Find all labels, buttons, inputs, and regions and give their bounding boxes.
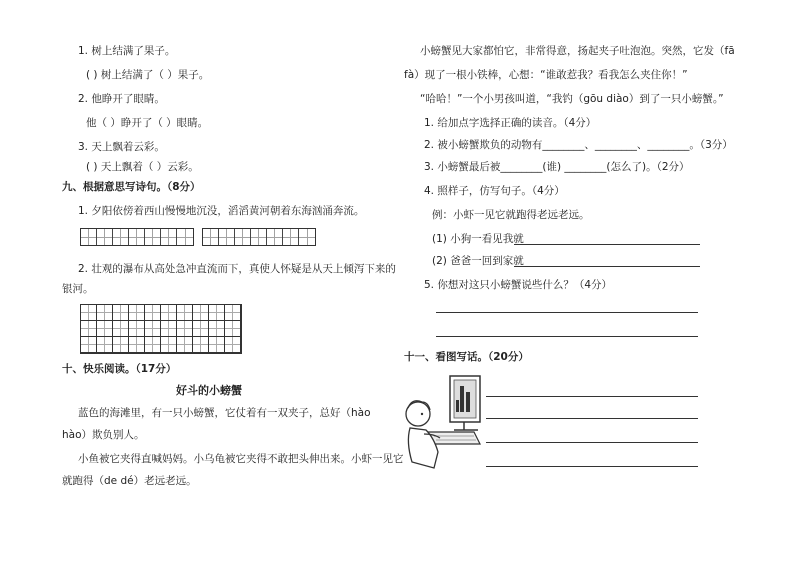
story-paragraph-1: 蓝色的海滩里，有一只小螃蟹，它仗着有一双夹子，总好（hào (78, 407, 371, 419)
story-paragraph-2: 小鱼被它夹得直喊妈妈。小乌龟被它夹得不敢把头伸出来。小虾一见它 (78, 453, 404, 465)
section-9-question-2-cont: 银河。 (62, 283, 94, 295)
writing-line-4[interactable] (486, 466, 698, 467)
story-paragraph-1-cont: hào）欺负别人。 (62, 429, 145, 441)
rewrite-answer-line-2[interactable] (514, 266, 700, 267)
question-2-fill: 他（ ）睁开了（ ）眼睛。 (86, 117, 209, 129)
writing-line-1[interactable] (486, 396, 698, 397)
answer-line-1[interactable] (436, 312, 698, 313)
question-1: 1. 树上结满了果子。 (78, 45, 176, 57)
answer-line-2[interactable] (436, 336, 698, 337)
writing-grid-1b[interactable] (202, 228, 316, 246)
question-1-fill: ( ) 树上结满了（ ）果子。 (86, 69, 210, 81)
reading-question-3: 3. 小螃蟹最后被________(谁) ________(怎么了)。（2分） (424, 161, 690, 173)
question-3-fill: ( ) 天上飘着（ ）云彩。 (86, 161, 199, 173)
example-sentence: 例：小虾一见它就跑得老远老远。 (432, 209, 590, 221)
child-at-computer-illustration (404, 372, 484, 472)
rewrite-sentence-2: (2) 爸爸一回到家就 (432, 255, 524, 267)
story-paragraph-4: “哈哈！”一个小男孩叫道，“我钓（gōu diào）到了一只小螃蟹。” (420, 93, 724, 105)
section-9-question-1: 1. 夕阳依傍着西山慢慢地沉没，滔滔黄河朝着东海汹涌奔流。 (78, 205, 365, 217)
section-9-question-2: 2. 壮观的瀑布从高处急冲直流而下，真使人怀疑是从天上倾泻下来的 (78, 263, 396, 275)
writing-line-3[interactable] (486, 442, 698, 443)
reading-question-4: 4. 照样子，仿写句子。（4分） (424, 185, 565, 197)
section-10-heading: 十、快乐阅读。（17分） (62, 363, 177, 375)
section-11-heading: 十一、看图写话。（20分） (404, 351, 529, 363)
reading-question-2: 2. 被小螃蟹欺负的动物有________、________、________。（3分） (424, 139, 733, 151)
writing-grid-1a[interactable] (80, 228, 194, 246)
reading-question-1: 1. 给加点字选择正确的读音。（4分） (424, 117, 597, 129)
writing-grid-2[interactable] (80, 304, 242, 354)
section-9-heading: 九、根据意思写诗句。（8分） (62, 181, 201, 193)
story-paragraph-3-cont: fà）现了一根小铁棒，心想：“谁敢惹我？看我怎么夹住你！” (404, 69, 688, 81)
story-title: 好斗的小螃蟹 (176, 384, 242, 397)
rewrite-sentence-1: (1) 小狗一看见我就 (432, 233, 524, 245)
writing-line-2[interactable] (486, 418, 698, 419)
story-paragraph-2-cont: 就跑得（de dé）老远老远。 (62, 475, 197, 487)
rewrite-answer-line-1[interactable] (514, 244, 700, 245)
story-paragraph-3: 小螃蟹见大家都怕它，非常得意，扬起夹子吐泡泡。突然，它发（fā (420, 45, 735, 57)
reading-question-5: 5. 你想对这只小螃蟹说些什么？（4分） (424, 279, 613, 291)
question-3: 3. 天上飘着云彩。 (78, 141, 165, 153)
question-2: 2. 他睁开了眼睛。 (78, 93, 165, 105)
